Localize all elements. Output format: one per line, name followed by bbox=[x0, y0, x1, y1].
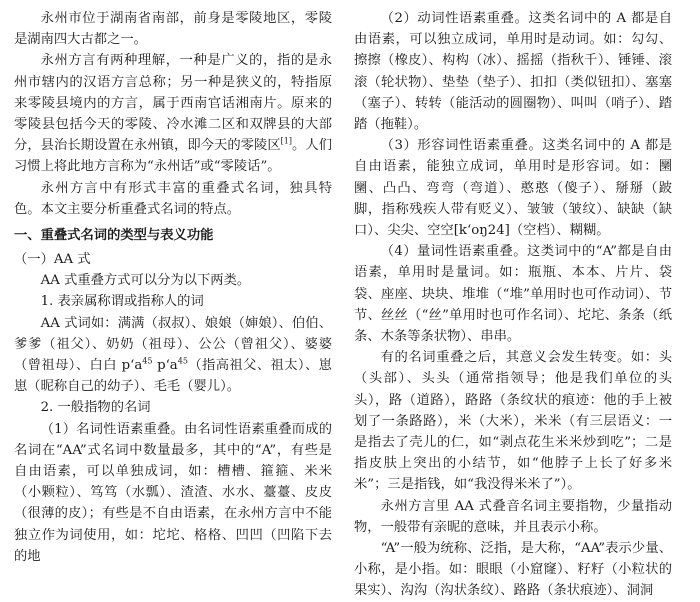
tone-mark: 45 bbox=[177, 356, 188, 366]
paragraph-noun-morpheme: （1）名词性语素重叠。由名词性语素重叠而成的名词在“AA”式名词中数量最多，其中的“A”，有些是自由语素，可以单独成词，如：槽槽、箍箍、米米（小颗粒）、笃笃（水瓢）、渣渣、水水、薹薹、皮皮（很薄的皮）；有些是不自由语素，在永州方言中不能独立作为词使用，如：坨坨、格格、凹凹（凹陷下去的地 bbox=[14, 421, 332, 564]
paragraph-classifier-morpheme: （4）量词性语素重叠。这类词中的“A”都是自由语素，单用时是量词。如：瓶瓶、本本、片片、袋袋、座座、块块、堆堆（“堆”单用时也可作动词）、节节、丝丝（“丝”单用时也可作名词）、坨坨、条条（纸条、木条等条状物）、串串。 bbox=[354, 244, 672, 345]
right-column bbox=[354, 8, 672, 602]
paragraph-text: AA 式词如：满满（叔叔）、娘娘（婶娘）、伯伯、爹爹（祖父）、奶奶（祖母）、公公（曾祖父）、婆婆（曾祖母）、白白 pʻa bbox=[14, 315, 332, 374]
paragraph-adjective-morpheme: （3）形容词性语素重叠。这类名词中的 A 都是自由语素，能独立成词，单用时是形容词。如：圞圞、凸凸、弯弯（弯道）、憨憨（傻子）、掰掰（跛脚，指称残疾人带有贬义）、皱皱（皱纹）、缺缺（缺口）、尖尖、空空[kʻoŋ24]（空档）、糊糊。 bbox=[354, 138, 672, 239]
paragraph-text: pʻa bbox=[152, 358, 178, 374]
paragraph-text: 永州方言有两种理解，一种是广义的，指的是永州市辖内的汉语方言总称；另一种是狭义的，特指原来零陵县境内的方言，属于西南官话湘南片。原来的零陵县包括今天的零陵、冷水滩二区和双牌县的大部分，县治长期设置在永州镇，即今天的零陵区 bbox=[14, 53, 332, 154]
paragraph-aim: 永州方言中有形式丰富的重叠式名词，独具特色。本文主要分析重叠式名词的特点。 bbox=[14, 180, 332, 217]
tone-mark: 45 bbox=[142, 356, 153, 366]
paragraph-text: 。人们习惯上将此地方言称为“永州话”或“零陵话”。 bbox=[14, 138, 333, 175]
section-heading: 一、重叠式名词的类型与表义功能 bbox=[14, 228, 214, 244]
paragraph-general-vs-small: “A”一般为统称、泛指，是大称，“AA”表示少量、小称，是小指。如：眼眼（小窟窿）、籽籽（小粒状的果实）、沟沟（沟状条纹）、路路（条状痕迹）、洞洞 bbox=[354, 541, 672, 599]
paragraph-kinship-examples bbox=[14, 313, 332, 398]
subheading-kinship: 1. 表亲属称谓或指称人的词 bbox=[40, 294, 204, 310]
left-column bbox=[14, 8, 332, 567]
citation-ref: [1] bbox=[280, 136, 293, 146]
paragraph-aa-types: AA 式重叠方式可以分为以下两类。 bbox=[40, 273, 251, 289]
paragraph-meaning-shift: 有的名词重叠之后，其意义会发生转变。如：头（头部）、头头（通常指领导；他是我们单位的头头），路（道路），路路（条纹状的痕迹：他的手上被划了一条路路），米（大米），米米（有三层语义：一是指去了壳儿的仁，如“剥点花生米米炒到吃”；二是指皮肤上突出的小结节，如“他脖子上长了好多米米”；三是指钱，如“我没得米米了”）。 bbox=[354, 350, 672, 493]
paragraph-verb-morpheme: （2）动词性语素重叠。这类名词中的 A 都是自由语素，可以独立成词，单用时是动词。如：勾勾、擦擦（橡皮）、构构（冰）、摇摇（指秋千）、锤锤、滚滚（轮状物）、垫垫（垫子）、扣扣（类似钮扣）、塞塞（塞子）、转转（能活动的圆圈物）、叫叫（哨子）、踏踏（拖鞋）。 bbox=[354, 11, 672, 133]
paragraph-text: （指高祖父、祖太）、崽崽（昵称自己的幼子）、毛毛（婴儿）。 bbox=[14, 358, 332, 395]
paragraph-intro: 永州市位于湖南省南部，前身是零陵地区，零陵是湖南四大古都之一。 bbox=[14, 11, 332, 48]
subheading-objects: 2. 一般指物的名词 bbox=[40, 400, 151, 416]
paragraph-dialect-definition bbox=[14, 50, 332, 177]
paragraph-diminutive: 永州方言里 AA 式叠音名词主要指物，少量指动物，一般带有亲昵的意味，并且表示小称。 bbox=[354, 498, 672, 535]
subsection-heading: （一）AA 式 bbox=[14, 252, 91, 268]
